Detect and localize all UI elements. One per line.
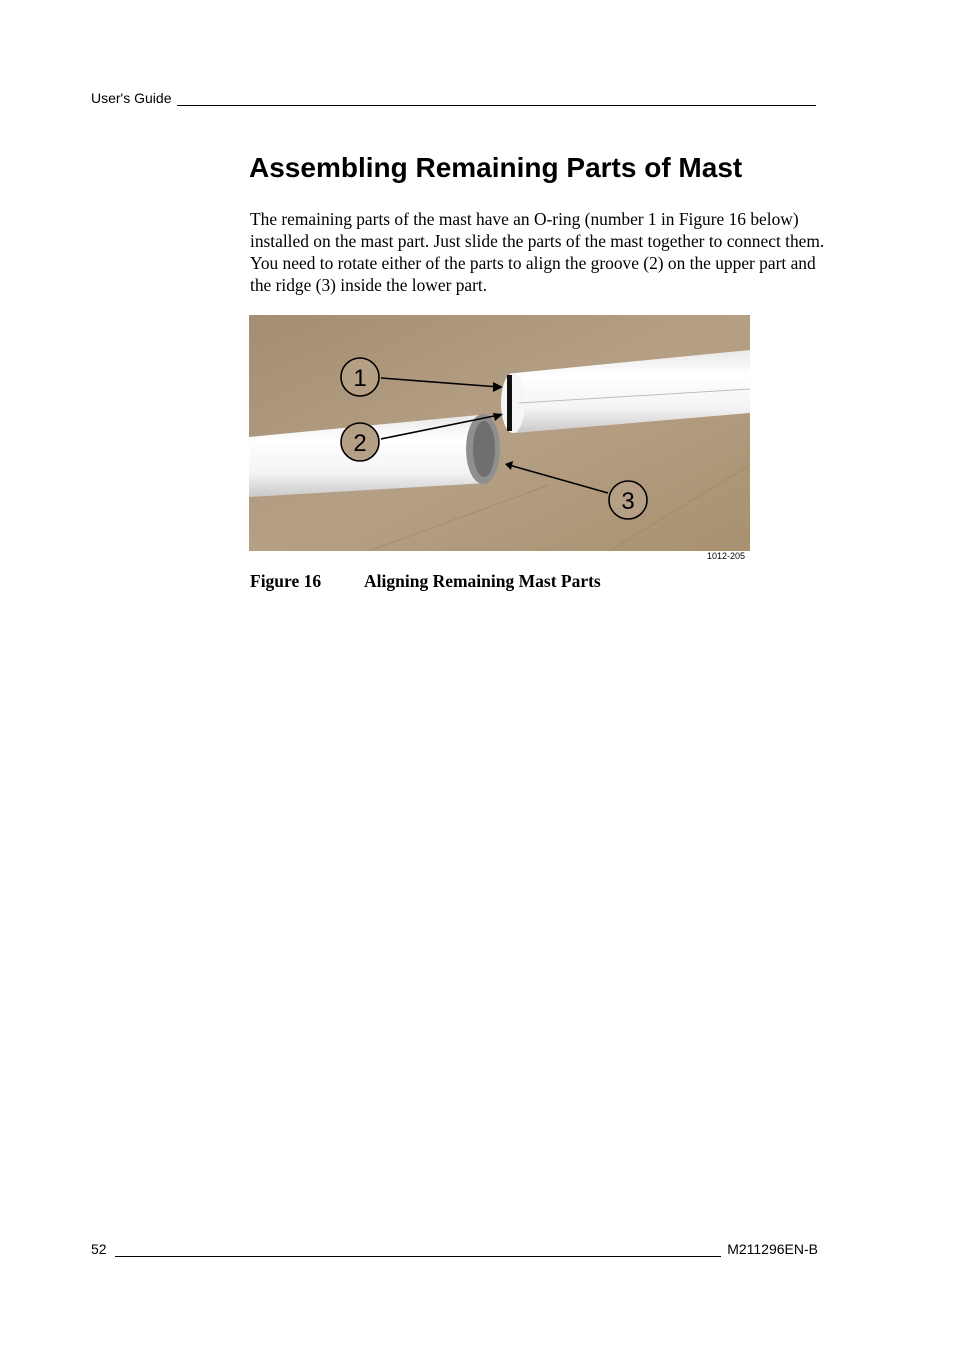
page-header (91, 90, 816, 106)
page-footer (91, 1241, 818, 1257)
callout-3: 3 (621, 488, 635, 515)
figure-caption (250, 571, 601, 592)
caption-number: Figure 16 (250, 571, 322, 591)
section-title: Assembling Remaining Parts of Mast (249, 152, 743, 183)
header-title: User's Guide (91, 90, 172, 106)
page-number: 52 (91, 1241, 107, 1257)
callout-1: 1 (353, 365, 367, 392)
o-ring (507, 375, 512, 431)
header-rule (177, 91, 816, 106)
body-paragraph: The remaining parts of the mast have an O-ring (number 1 in Figure 16 below) installed on the mast part. Just slide the parts of the mast together to connect them. You need to rotate either of the parts to align the groove (2) on the upper part and the ridge (3) inside the lower part. (250, 209, 825, 295)
footer-rule (115, 1242, 722, 1257)
caption-text: Aligning Remaining Mast Parts (364, 571, 601, 591)
mast-parts-photo (249, 315, 750, 551)
document-code: M211296EN-B (727, 1241, 818, 1257)
callout-2: 2 (353, 430, 367, 457)
figure-id: 1012-205 (706, 551, 745, 561)
